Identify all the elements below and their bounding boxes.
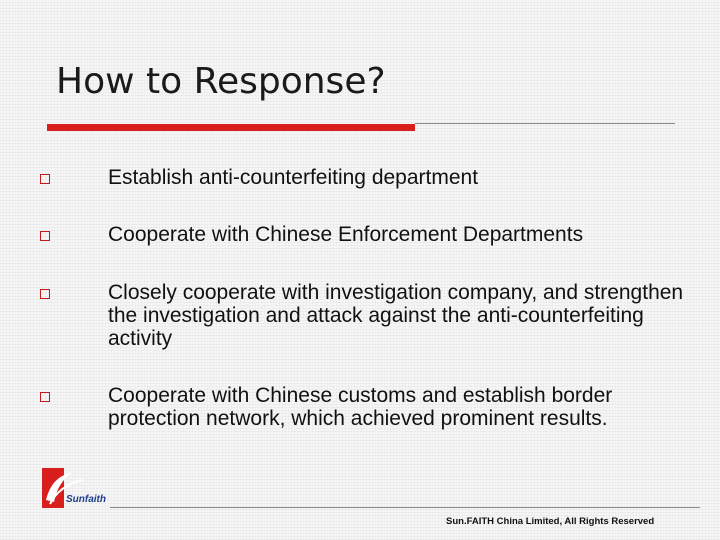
bullet-text: Cooperate with Chinese Enforcement Departments (108, 223, 584, 246)
bullet-text: Establish anti-counterfeiting department (108, 166, 479, 189)
logo-brand-text: Sunfaith (66, 494, 106, 505)
square-bullet-icon (40, 174, 50, 184)
square-bullet-icon (40, 231, 50, 241)
footer-divider-line (110, 507, 700, 508)
slide-title: How to Response? (56, 61, 386, 102)
title-accent-bar (47, 124, 415, 131)
copyright-text: Sun.FAITH China Limited, All Rights Reserved (446, 516, 655, 527)
square-bullet-icon (40, 392, 50, 402)
sunfaith-logo-icon (42, 466, 120, 514)
square-bullet-icon (40, 289, 50, 299)
bullet-text: Cooperate with Chinese customs and establish border protection network, which achieved prominent results. (108, 384, 613, 430)
title-divider-line (415, 123, 675, 124)
bullet-text: Closely cooperate with investigation company, and strengthen the investigation and attack against the anti-counterfeiting activity (108, 281, 684, 350)
